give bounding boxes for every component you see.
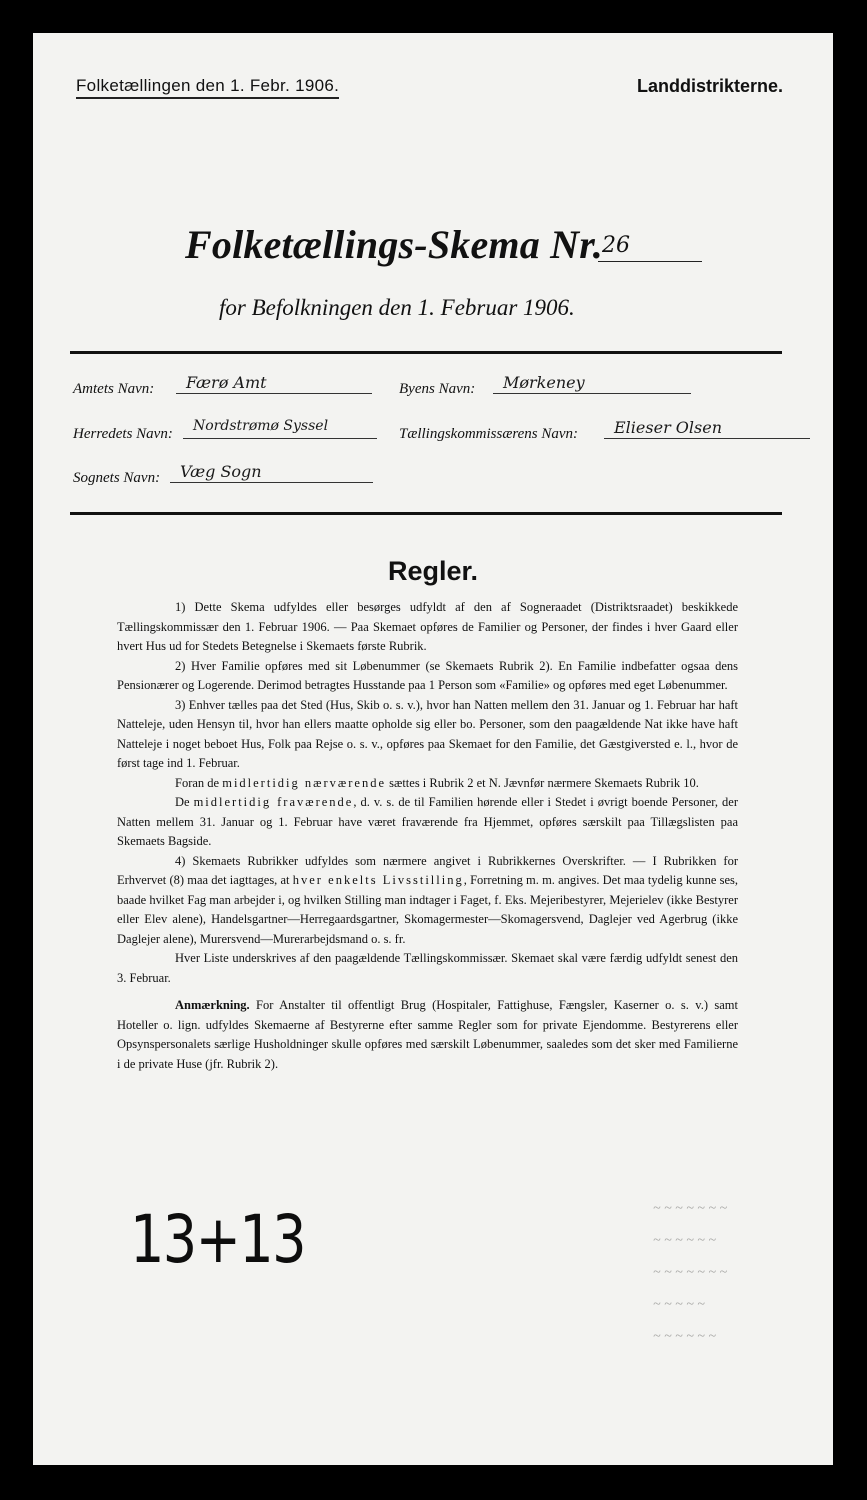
rule-4: 4) Skemaets Rubrikker udfyldes som nærmere angivet i Rubrikkernes Overskrifter. — I Rubrikken for Erhvervet (8) maa det iagttages, at hver enkelts Livsstilling, Forretning m. m. angives. Det maa tydelig kunne ses, baade hvilket Fag man arbejder i, og hvilken Stilling man indtager i Faget, f. Eks. Mejeribestyrer, Mejerielev (ikke Bestyrer eller Elev alene), Handelsgartner—Herregaardsgartner, Skomagermester—Skomagersvend, Daglejer ved Agerbrug (ikke Daglejer alene), Murersvend—Murerarbejdsmand o. s. fr. bbox=[117, 853, 738, 946]
census-form-page bbox=[33, 33, 833, 1465]
kommissaer-label: Tællingskommissærens Navn: bbox=[399, 426, 579, 442]
herred-label: Herredets Navn: bbox=[73, 426, 173, 442]
kommissaer-field: Elieser Olsen bbox=[604, 418, 810, 439]
amt-label: Amtets Navn: bbox=[73, 381, 155, 397]
form-number-field: 26 bbox=[598, 233, 702, 262]
rules-heading: Regler. bbox=[387, 556, 479, 586]
rule-3: 3) Enhver tælles paa det Sted (Hus, Skib o. s. v.), hvor han Natten mellem den 31. Januar og 1. Februar har haft Natteleje, uden Hensyn til, hvor han ellers maatte opholde sig eller bo. Personer, som den paagældende Nat ikke have haft Natteleje i noget beboet Hus, Folk paa Rejse o. s. v., opføres paa Skemaet for den Familie, det Gæstgiversted e. l., hvor de først tage ind 1. Februar. bbox=[117, 697, 738, 770]
form-subtitle: for Befolkningen den 1. Februar 1906. bbox=[219, 295, 575, 320]
district-type-header: Landdistrikterne. bbox=[636, 76, 783, 96]
rule-2: 2) Hver Familie opføres med sit Løbenummer (se Skemaets Rubrik 2). En Familie indbefatter ogsaa dens Pensionærer og Logerende. Derimod betragtes Husstande paa 1 Person som «Familie» og opføres med eget Løbenummer. bbox=[117, 658, 738, 692]
divider-top bbox=[70, 351, 782, 354]
rule-1: 1) Dette Skema udfyldes eller besørges udfyldt af den af Sogneraadet (Distriktsraadet) beskikkede Tællingskommissær den 1. Februar 1906. — Paa Skemaet opføres de Familier og Personer, der findes i hver Gaard eller hvert Hus ud for Stedets Betegnelse i Skemaets første Rubrik. bbox=[117, 600, 738, 653]
handwritten-total: 13+13 bbox=[130, 1201, 305, 1278]
rule-3-temporary-present: Foran de midlertidig nærværende sættes i Rubrik 2 et N. Jævnfør nærmere Skemaets Rubrik 10. bbox=[175, 775, 699, 790]
amt-field: Færø Amt bbox=[176, 373, 372, 394]
show-through-reverse-writing: ~ ~ ~ ~ ~ ~ ~ ~ ~ ~ ~ ~ ~ ~ ~ ~ ~ ~ ~ ~ ~ ~ ~ ~ ~ ~ ~ ~ ~ ~ ~ bbox=[653, 1201, 728, 1344]
census-date-header: Folketællingen den 1. Febr. 1906. bbox=[76, 76, 339, 99]
rules-body bbox=[117, 598, 738, 1074]
rule-4-signature: Hver Liste underskrives af den paagældende Tællingskommissær. Skemaet skal være færdig udfyldt senest den 3. Februar. bbox=[117, 951, 738, 985]
by-label: Byens Navn: bbox=[399, 381, 476, 397]
herred-field: Nordstrømø Syssel bbox=[183, 418, 377, 439]
form-title: Folketællings-Skema Nr. bbox=[185, 222, 603, 267]
divider-bottom bbox=[70, 512, 782, 515]
rules-note: Anmærkning. For Anstalter til offentligt Brug (Hospitaler, Fattighuse, Fængsler, Kaserner o. s. v.) samt Hoteller o. lign. udfyldes Skemaerne af Bestyrerne efter samme Regler som for private Ejendomme. Bestyrerens eller Opsynspersonalets særlige Husholdninger skulle opføres med særskilt Løbenummer, saaledes som det sker med Familierne i de private Huse (jfr. Rubrik 2). bbox=[117, 998, 738, 1071]
by-field: Mørkeney bbox=[493, 373, 691, 394]
rule-3-temporary-absent: De midlertidig fraværende, d. v. s. de til Familien hørende eller i Stedet i øvrigt boende Personer, der Natten mellem 31. Januar og 1. Februar have været fraværende fra Hjemmet, opføres særskilt paa Tillægslisten paa Skemaets Bagside. bbox=[117, 795, 738, 848]
sogn-label: Sognets Navn: bbox=[73, 470, 161, 486]
sogn-field: Væg Sogn bbox=[170, 462, 373, 483]
